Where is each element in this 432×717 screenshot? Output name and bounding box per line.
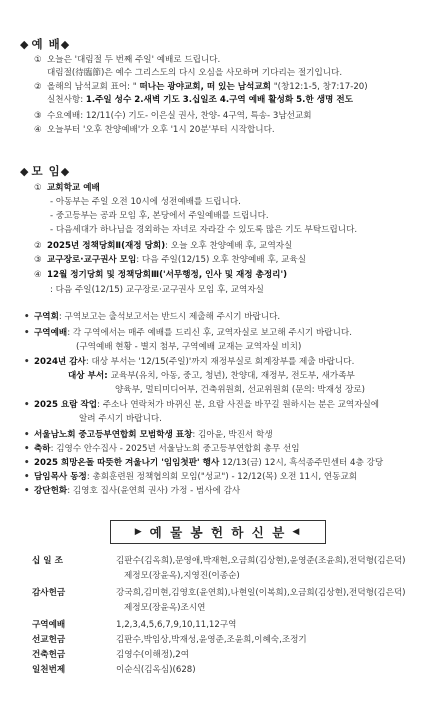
meeting-item-1-sub-3: - 다음세대가 하나님을 경외하는 자녀로 자라갈 수 있도록 많은 기도 부탁드립니다. [50, 225, 358, 235]
offering-row-thanks: 십 일 조 김판수(김옥희),문영애,박재현,오금희(김상현),윤영준(조윤희),전덕형(김은덕) [32, 556, 406, 566]
offering-row-gratitude-cont: 제정모(장윤옥)조시연 [124, 603, 206, 613]
offering-row-thanks-cont: 제정모(장윤옥),지영진(이종순) [124, 571, 240, 581]
offering-row-district: 구역예배 1,2,3,4,5,6,7,9,10,11,12구역 [32, 620, 237, 630]
triangle-left-icon: ◀ [292, 527, 302, 537]
notice-bulletin-2025-cont: 알려 주시기 바랍니다. [79, 414, 162, 424]
notice-scholarship: • 서울남노회 중고등부연합회 모범학생 표창: 김아윤, 박진서 학생 [24, 430, 273, 440]
meeting-item-1-sub-1: - 아동부는 주일 오전 10시에 성전예배를 드립니다. [50, 197, 241, 207]
worship-item-3: ③ 수요예배: 12/11(수) 기도- 이은실 권사, 찬양- 4구역, 특송- 3남선교회 [34, 111, 312, 121]
worship-item-2: ② 올해의 남석교회 표어: " 떠나는 광야교회, 떠 있는 남석교회 "(창12:1-5, 창7:17-20) [34, 82, 368, 92]
diamond-icon: ◆ [20, 38, 30, 51]
worship-item-1-cont: 대림절(待臨節)은 예수 그리스도의 다시 오심을 사모하며 기다리는 절기입니다. [47, 68, 343, 78]
worship-item-2-cont: 실천사항: 1.주일 성수 2.새벽 기도 3.십일조 4.구역 예배 활성화 5.한 생명 전도 [47, 95, 353, 105]
notice-congrats: • 축하: 김영수 안수집사 - 2025년 서울남노회 중고등부연합회 총무 선임 [24, 444, 300, 454]
worship-section-title: ◆ 예 배◆ [20, 37, 71, 51]
notice-district-worship: • 구역예배: 각 구역에서는 매주 예배를 드리신 후, 교역자실로 보고해 주시기 바랍니다. [24, 328, 352, 338]
meeting-item-1-sub-2: - 중고등부는 공과 모임 후, 본당에서 주일예배를 드립니다. [50, 211, 269, 221]
notice-audit-targets-cont: 양육부, 멀티미디어부, 건축위원회, 선교위원회 (문의: 박재성 장로) [115, 385, 366, 395]
worship-item-4: ④ 오늘부터 '오후 찬양예배'가 오후 '1시 20분'부터 시작합니다. [34, 125, 275, 135]
meeting-item-4-sub: : 다음 주일(12/15) 교구장로·교구권사 모임 후, 교역자실 [50, 285, 264, 295]
worship-item-1: ① 오늘은 '대림절 두 번째 주일' 예배로 드립니다. [34, 55, 221, 65]
offering-row-mission: 선교헌금 김판수,박임상,박재성,윤영준,조윤희,이혜숙,조정기 [32, 635, 307, 645]
notice-audit-targets: 대상 부서: 교육부(유치, 아동, 중고, 청년), 찬양대, 재정부, 전도부, 새가족부 [68, 371, 355, 381]
meeting-item-2: ② 2025년 정책당회Ⅱ(재정 당회): 오늘 오후 찬양예배 후, 교역자실 [34, 241, 293, 251]
offering-row-one-day: 일천번제 이순식(김옥심)(628) [32, 665, 196, 675]
notice-winter-event: • 2025 희망온돌 따뜻한 겨울나기 '임임첫판' 행사 12/13(금) 12시, 흑석종주민센터 4층 강당 [24, 458, 384, 468]
notice-audit: • 2024년 감사: 대상 부서는 '12/15(주일)'까지 재정부실로 회계장부를 제출 바랍니다. [24, 357, 355, 367]
triangle-right-icon: ▶ [134, 527, 144, 537]
offering-row-gratitude: 감사헌금 강국희,김미현,김영호(윤연희),나현일(이복희),오금희(김상현),전덕형(김은덕) [32, 588, 406, 598]
diamond-icon: ◆ [20, 165, 30, 178]
notice-lecturer: • 강단헌화: 김영호 집사(윤연희 권사) 가정 - 범사에 감사 [24, 486, 241, 496]
meeting-item-3: ③ 교구장로·교구권사 모임: 다음 주일(12/15) 오후 찬양예배 후, 교육실 [34, 255, 306, 265]
diamond-icon: ◆ [60, 38, 71, 51]
notice-bulletin-2025: • 2025 요람 작업: 주소나 연락처가 바뀌신 분, 요람 사진을 바꾸길 원하시는 분은 교역자실에 [24, 400, 380, 410]
notice-district: • 구역회: 구역보고는 출석보고서는 반드시 제출해 주시기 바랍니다. [24, 312, 281, 322]
meeting-section-title: ◆ 모 임◆ [20, 164, 71, 178]
meeting-item-4: ④ 12월 정기당회 및 정책당회Ⅲ('서무행정, 인사 및 재정 총정리') [34, 270, 288, 280]
diamond-icon: ◆ [60, 165, 71, 178]
offering-row-building: 건축헌금 김영수(이해정),2여 [32, 650, 190, 660]
meeting-item-1: ① 교회학교 예배 [34, 183, 100, 193]
notice-pastor-activity: • 담임목사 동정: 총회훈련원 정책협의회 모임("성교") - 12/12(목) 오전 11시, 연동교회 [24, 472, 358, 482]
offering-banner: ▶ 예 물 봉 헌 하 신 분 ◀ [110, 520, 326, 544]
notice-district-worship-cont: (구역예배 현황 - 별지 첨부, 구역예배 교재는 교역자실 비치) [76, 342, 302, 352]
